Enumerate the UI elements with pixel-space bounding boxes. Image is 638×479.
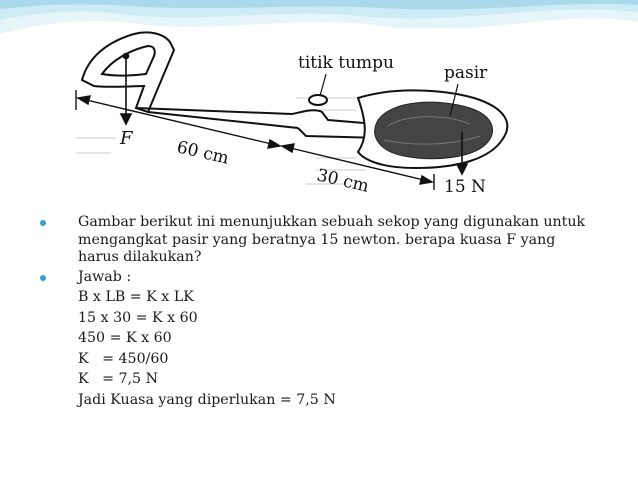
shovel-shaft [136,108,392,138]
question-text: Gambar berikut ini menunjukkan sebuah sekop yang digunakan untuk mengangkat pasir yang beratnya 15 newton. berapa kuasa F yang harus dilakukan? [78,214,586,265]
bullet-dot-icon [40,220,46,226]
answer-conclusion: Jadi Kuasa yang diperlukan = 7,5 N [78,391,336,408]
label-load: 15 N [444,177,486,197]
bullet-dot-icon [40,275,46,281]
answer-line: K = 7,5 N [78,371,159,387]
label-sand: pasir [444,63,488,83]
answer-heading: Jawab : [78,268,132,285]
sand-load [375,102,493,159]
answer-line: K = 450/60 [78,350,169,367]
answer-line: 15 x 30 = K x 60 [78,309,198,326]
answer-bullet [40,269,600,287]
label-force: F [120,128,133,149]
shovel-handle [82,32,174,112]
shovel-svg [66,28,516,198]
question-bullet [40,214,600,267]
slide-text [40,214,600,409]
shovel-diagram [66,28,516,198]
label-30cm: 30 cm [314,165,371,197]
shovel-blade [358,90,507,168]
label-60cm: 60 cm [174,137,231,169]
answer-line: B x LB = K x LK [78,289,194,305]
answer-line: 450 = K x 60 [78,330,172,346]
fulcrum-point [309,95,327,105]
label-fulcrum: titik tumpu [298,53,394,73]
